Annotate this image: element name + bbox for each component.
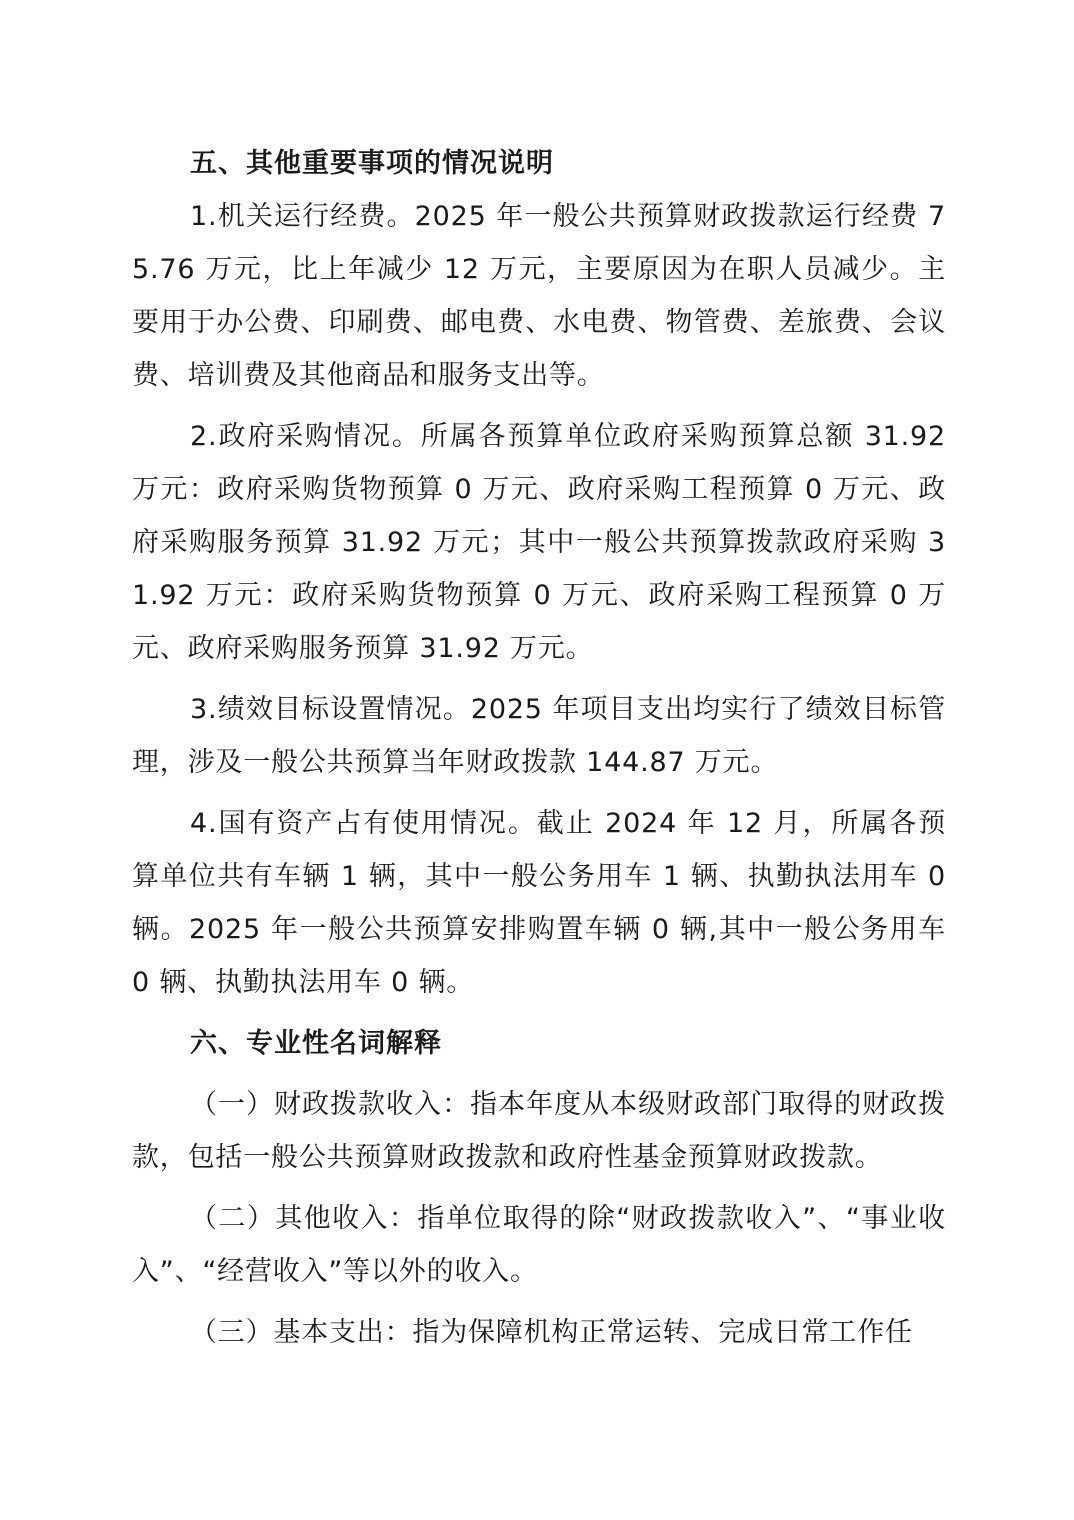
paragraph-other-income: （二）其他收入：指单位取得的除“财政拨款收入”、“事业收入”、“经营收入”等以外的收入。: [132, 1203, 946, 1287]
paragraph-state-assets: 4.国有资产占有使用情况。截止 2024 年 12 月，所属各预算单位共有车辆 1 辆，其中一般公务用车 1 辆、执勤执法用车 0 辆。2025 年一般公共预算安排购置车辆 0 辆,其中一般公务用车 0 辆、执勤执法用车 0 辆。: [132, 808, 946, 998]
section-heading-terminology: 六、专业性名词解释: [190, 1028, 442, 1059]
paragraph-operating-expenses: 1.机关运行经费。2025 年一般公共预算财政拨款运行经费 75.76 万元，比上年减少 12 万元，主要原因为在职人员减少。主要用于办公费、印刷费、邮电费、水电费、物管费、差旅费、会议费、培训费及其他商品和服务支出等。: [132, 201, 946, 391]
paragraph-performance-targets: 3.绩效目标设置情况。2025 年项目支出均实行了绩效目标管理，涉及一般公共预算当年财政拨款 144.87 万元。: [132, 694, 946, 778]
paragraph-basic-expenditure: （三）基本支出：指为保障机构正常运转、完成日常工作任: [190, 1317, 913, 1348]
section-heading-other-matters: 五、其他重要事项的情况说明: [190, 148, 554, 179]
paragraph-fiscal-appropriation-income: （一）财政拨款收入：指本年度从本级财政部门取得的财政拨款，包括一般公共预算财政拨款和政府性基金预算财政拨款。: [132, 1089, 946, 1173]
paragraph-government-procurement: 2.政府采购情况。所属各预算单位政府采购预算总额 31.92 万元：政府采购货物预算 0 万元、政府采购工程预算 0 万元、政府采购服务预算 31.92 万元；其中一般公共预算拨款政府采购 31.92 万元：政府采购货物预算 0 万元、政府采购工程预算 0 万元、政府采购服务预算 31.92 万元。: [132, 421, 946, 664]
